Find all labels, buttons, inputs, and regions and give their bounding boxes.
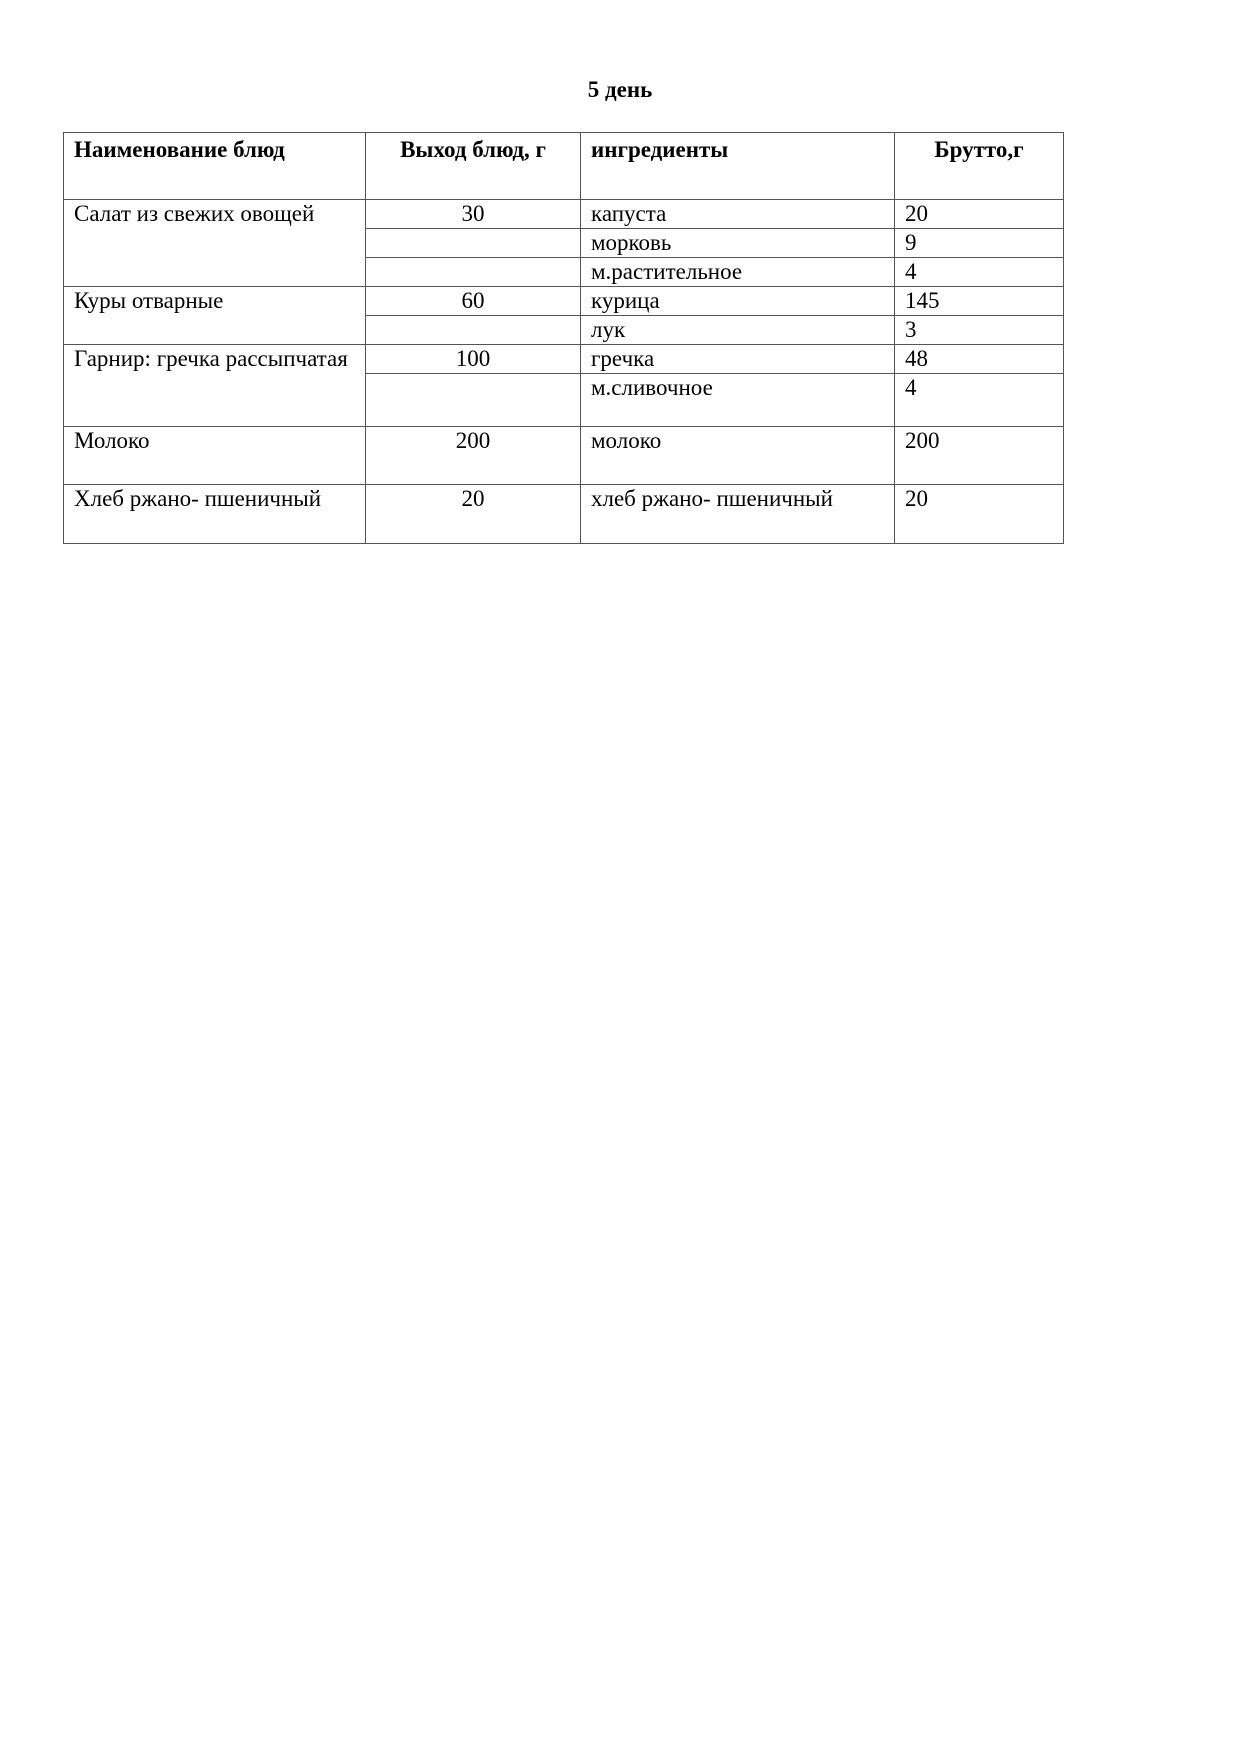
ingredient-gross-cell: 20	[895, 485, 1064, 544]
table-row	[64, 485, 1064, 544]
ingredient-name-cell: молоко	[581, 427, 895, 485]
dish-name-cell: Куры отварные	[64, 287, 366, 345]
ingredient-name-cell: м.сливочное	[581, 374, 895, 427]
empty-yield-cell	[366, 258, 581, 287]
dish-yield-cell: 30	[366, 200, 581, 229]
page-title: 5 день	[587, 77, 653, 102]
dish-name-cell: Молоко	[64, 427, 366, 485]
ingredient-gross-cell: 20	[895, 200, 1064, 229]
menu-table	[63, 132, 1064, 544]
ingredient-name-cell: гречка	[581, 345, 895, 374]
header-ingredients: ингредиенты	[581, 133, 895, 200]
ingredient-name-cell: хлеб ржано- пшеничный	[581, 485, 895, 544]
ingredient-gross-cell: 4	[895, 258, 1064, 287]
dish-yield-cell: 20	[366, 485, 581, 544]
empty-yield-cell	[366, 374, 581, 427]
ingredient-name-cell: лук	[581, 316, 895, 345]
ingredient-name-cell: морковь	[581, 229, 895, 258]
table-row	[64, 287, 1064, 316]
ingredient-gross-cell: 200	[895, 427, 1064, 485]
table-row	[64, 427, 1064, 485]
dish-yield-cell: 60	[366, 287, 581, 316]
empty-yield-cell	[366, 229, 581, 258]
ingredient-gross-cell: 9	[895, 229, 1064, 258]
dish-yield-cell: 200	[366, 427, 581, 485]
table-row	[64, 200, 1064, 229]
ingredient-gross-cell: 3	[895, 316, 1064, 345]
header-gross: Брутто,г	[895, 133, 1064, 200]
table-header-row	[64, 133, 1064, 200]
empty-yield-cell	[366, 316, 581, 345]
ingredient-name-cell: капуста	[581, 200, 895, 229]
header-yield: Выход блюд, г	[366, 133, 581, 200]
dish-yield-cell: 100	[366, 345, 581, 374]
ingredient-name-cell: курица	[581, 287, 895, 316]
table-row	[64, 345, 1064, 374]
header-dish-name: Наименование блюд	[64, 133, 366, 200]
dish-name-cell: Салат из свежих овощей	[64, 200, 366, 287]
ingredient-gross-cell: 4	[895, 374, 1064, 427]
dish-name-cell: Гарнир: гречка рассыпчатая	[64, 345, 366, 427]
ingredient-gross-cell: 48	[895, 345, 1064, 374]
ingredient-name-cell: м.растительное	[581, 258, 895, 287]
dish-name-cell: Хлеб ржано- пшеничный	[64, 485, 366, 544]
ingredient-gross-cell: 145	[895, 287, 1064, 316]
